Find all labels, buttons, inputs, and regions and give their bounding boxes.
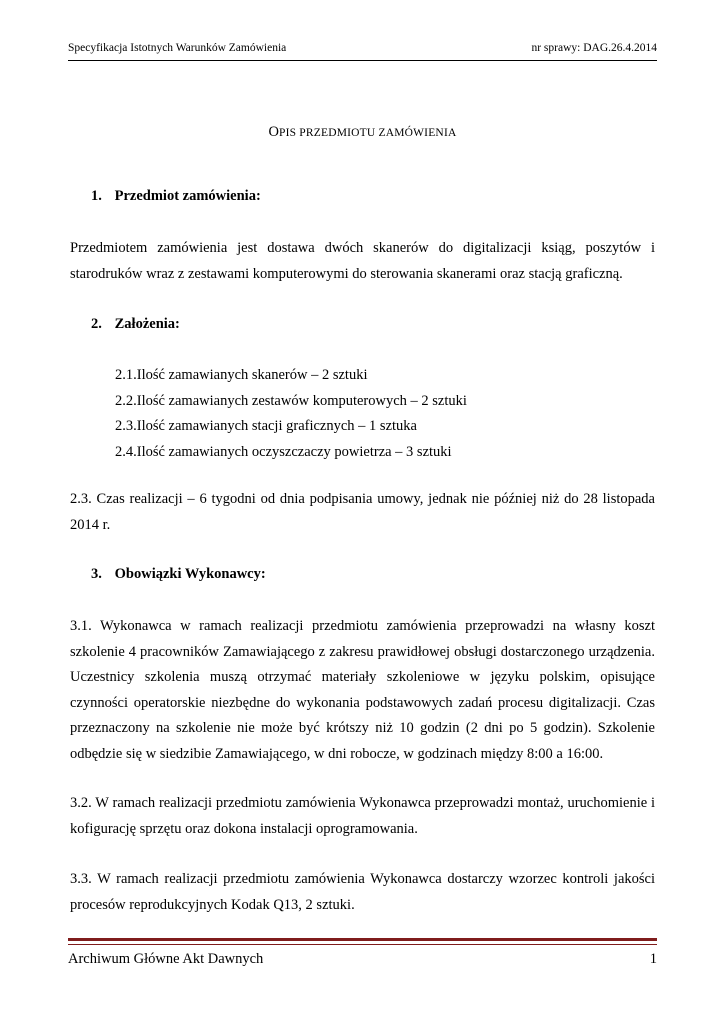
list-item: 2.1.Ilość zamawianych skanerów – 2 sztuki — [115, 367, 368, 383]
title-rest: PIS PRZEDMIOTU ZAMÓWIENIA — [278, 127, 457, 139]
section-3-3-paragraph: 3.3. W ramach realizacji przedmiotu zamówienia Wykonawca dostarczy wzorzec kontroli jakości procesów reprodukcyjnych Kodak Q13, 2 sztuki. — [70, 871, 655, 913]
list-item: 2.4.Ilość zamawianych oczyszczaczy powietrza – 3 sztuki — [115, 443, 452, 460]
section-1-paragraph: Przedmiotem zamówienia jest dostawa dwóch skanerów do digitalizacji ksiąg, poszytów i starodruków wraz z zestawami komputerowymi do sterowania skanerami oraz stacją graficzną. — [70, 240, 655, 282]
section-1-number: 1. — [91, 188, 102, 204]
list-item: 2.3.Ilość zamawianych stacji graficznych – 1 sztuka — [115, 418, 417, 434]
section-3-1-paragraph: 3.1. Wykonawca w ramach realizacji przedmiotu zamówienia przeprowadzi na własny koszt szkolenie 4 pracowników Zamawiającego z zakresu prawidłowej obsługi dostarczonego urządzenia. Uczestnicy szkolenia muszą otrzymać materiały szkoleniowe w języku polskim, opisujące czynności operatorskie niezbędne do wykonania podstawowych zadań procesu digitalizacji. Czas przeznaczony na szkolenie nie może być krótszy niż 10 godzin (2 dni po 5 godzin). Szkolenie odbędzie się w siedzibie Zamawiającego, w dni robocze, w godzinach między 8:00 a 16:00. — [70, 618, 655, 762]
footer-institution: Archiwum Główne Akt Dawnych — [68, 951, 264, 967]
section-2-list — [70, 363, 655, 465]
page-footer — [68, 938, 657, 969]
section-3-title: Obowiązki Wykonawcy: — [114, 566, 266, 582]
section-1-title: Przedmiot zamówienia: — [114, 188, 261, 204]
section-1-heading — [70, 188, 655, 205]
header-case-number: nr sprawy: DAG.26.4.2014 — [531, 42, 657, 54]
title-initial: O — [268, 124, 279, 140]
section-3-heading — [70, 566, 655, 583]
page-title — [0, 124, 725, 141]
section-3-number: 3. — [91, 566, 102, 582]
deadline-paragraph: 2.3. Czas realizacji – 6 tygodni od dnia podpisania umowy, jednak nie później niż do 28 listopada 2014 r. — [70, 491, 655, 533]
section-3-2-paragraph: 3.2. W ramach realizacji przedmiotu zamówienia Wykonawca przeprowadzi montaż, uruchomienie i kofigurację sprzętu oraz dokona instalacji oprogramowania. — [70, 795, 655, 837]
page-header — [68, 40, 657, 61]
list-item: 2.2.Ilość zamawianych zestawów komputerowych – 2 sztuki — [115, 392, 467, 409]
header-document-title: Specyfikacja Istotnych Warunków Zamówienia — [68, 42, 287, 54]
section-2-number: 2. — [91, 316, 102, 332]
section-2-heading — [70, 316, 655, 333]
section-2-title: Założenia: — [114, 316, 180, 332]
page-number: 1 — [649, 951, 657, 967]
